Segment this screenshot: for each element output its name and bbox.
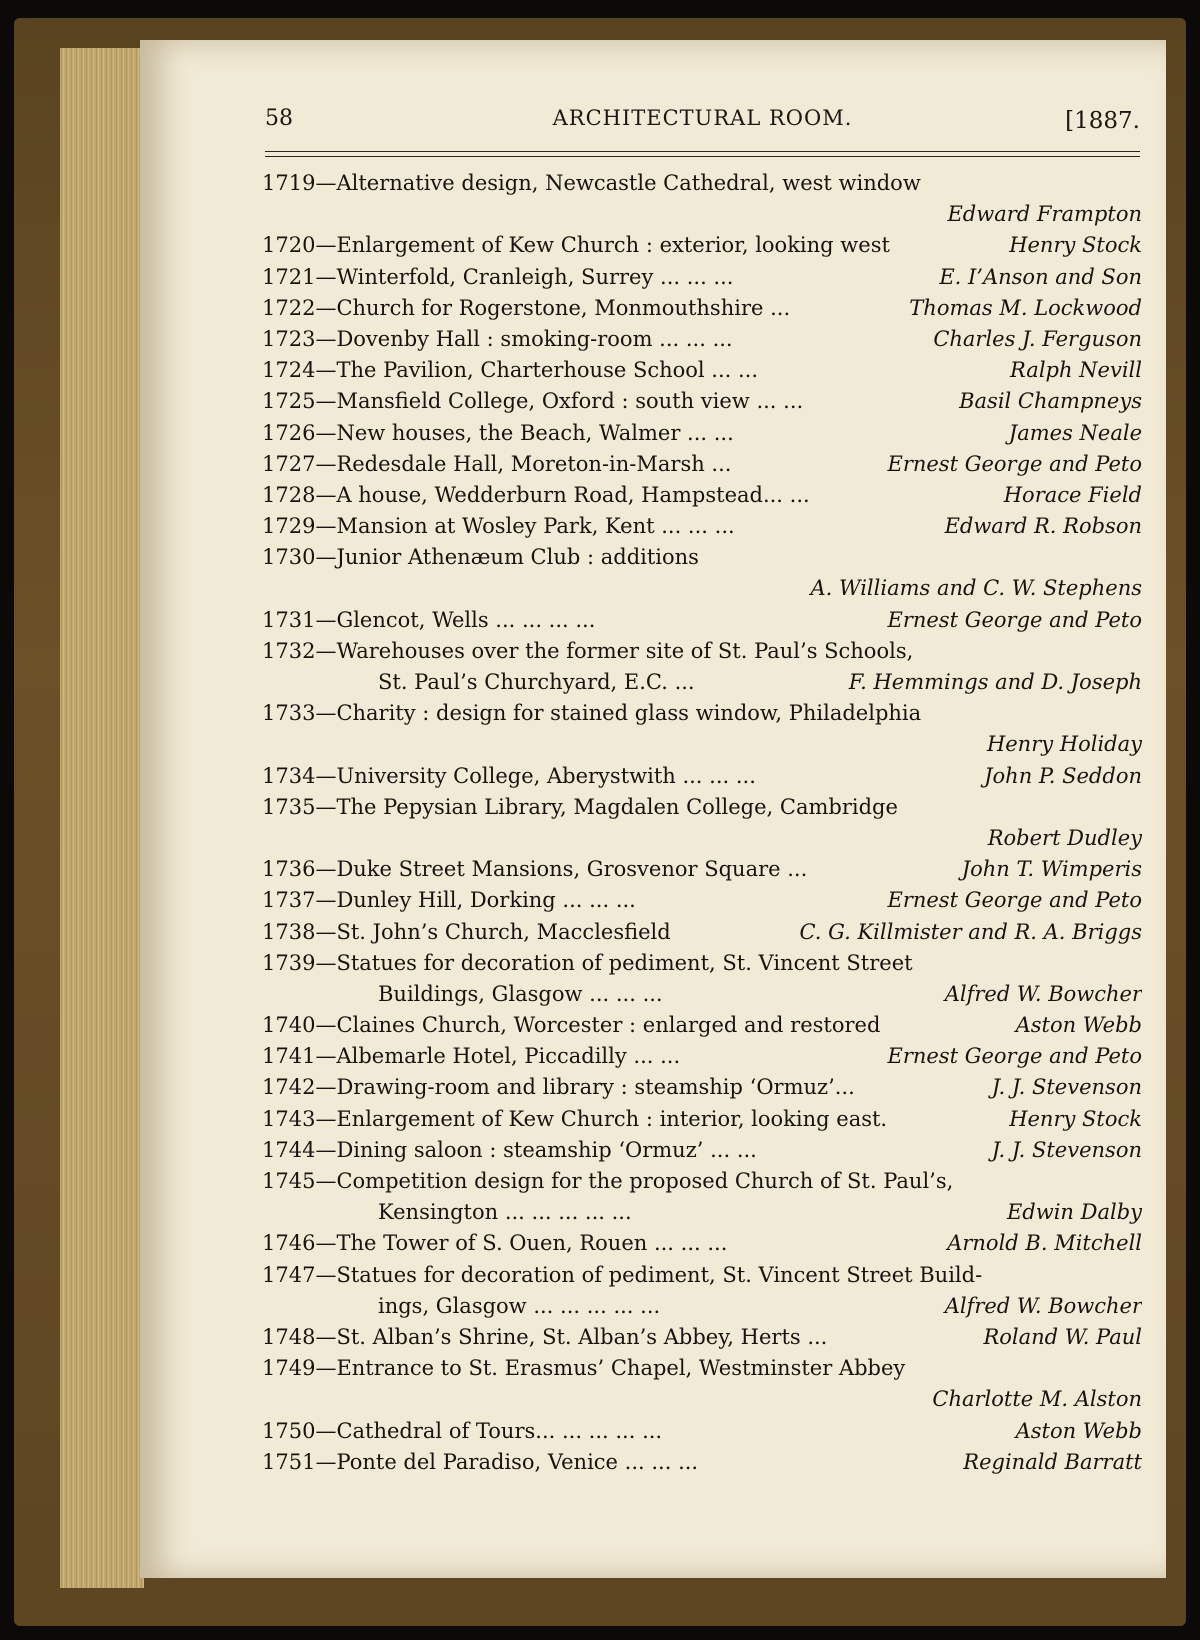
entry-title: [262, 1228, 1142, 1259]
entry-text: ings, Glasgow ... ... ... ... ...: [378, 1293, 661, 1318]
entry-text: 1733—Charity : design for stained glass window, Philadelphia: [262, 701, 922, 726]
catalogue-entry: [262, 1447, 1142, 1478]
entry-text: 1739—Statues for decoration of pediment, St. Vincent Street: [262, 950, 913, 975]
catalogue-entry: [262, 854, 1142, 885]
catalogue-entry: [262, 885, 1142, 916]
entry-text: 1723—Dovenby Hall : smoking-room ... ... ...: [262, 326, 733, 351]
entry-text: 1741—Albemarle Hotel, Piccadilly ... ...: [262, 1044, 681, 1069]
catalogue-entry: [262, 1228, 1142, 1259]
entry-title: [262, 1447, 1142, 1478]
architect-name: Ernest George and Peto: [879, 605, 1142, 636]
architect-name: Alfred W. Bowcher: [937, 1291, 1142, 1322]
catalogue-entry: [262, 449, 1142, 480]
entry-text: 1737—Dunley Hill, Dorking ... ... ...: [262, 888, 636, 913]
entry-title: [262, 262, 1142, 293]
entry-text: 1731—Glencot, Wells ... ... ... ...: [262, 607, 596, 632]
architect-name: Edward R. Robson: [937, 511, 1142, 542]
catalogue-entry: [262, 1010, 1142, 1041]
architect-name: Ernest George and Peto: [879, 449, 1142, 480]
entry-text: 1746—The Tower of S. Ouen, Rouen ... ... ...: [262, 1231, 728, 1256]
architect-name: Ralph Nevill: [1002, 355, 1142, 386]
entry-title: [262, 948, 1142, 979]
entry-text: 1745—Competition design for the proposed Church of St. Paul’s,: [262, 1169, 954, 1193]
entry-title: [262, 792, 1142, 823]
entry-text: 1729—Mansion at Wosley Park, Kent ... ... ...: [262, 514, 735, 539]
catalogue-entry: [262, 698, 1142, 760]
entry-title: [262, 761, 1142, 792]
entry-text: 1736—Duke Street Mansions, Grosvenor Square ...: [262, 857, 808, 882]
catalogue-entry: [262, 262, 1142, 293]
entry-text: 1744—Dining saloon : steamship ‘Ormuz’ ... ...: [262, 1137, 757, 1162]
entry-title: [262, 1041, 1142, 1072]
entry-text: 1734—University College, Aberystwith ... ... ...: [262, 763, 756, 788]
entry-text: 1721—Winterfold, Cranleigh, Surrey ... ... ...: [262, 264, 734, 289]
architect-name: Alfred W. Bowcher: [937, 979, 1142, 1010]
entry-text: 1750—Cathedral of Tours... ... ... ... ...: [262, 1418, 663, 1443]
entry-text: 1742—Drawing-room and library : steamship ‘Ormuz’...: [262, 1075, 855, 1100]
catalogue-entry: [262, 293, 1142, 324]
entry-title: [262, 1010, 1142, 1041]
header-rule-bottom: [265, 156, 1140, 157]
architect-name: Charles J. Ferguson: [925, 324, 1142, 355]
entry-title: [262, 854, 1142, 885]
architect-name: E. I’Anson and Son: [931, 262, 1142, 293]
entry-text: Kensington ... ... ... ... ...: [378, 1200, 632, 1225]
entry-text: 1719—Alternative design, Newcastle Cathedral, west window: [262, 171, 921, 195]
entry-title: [262, 1322, 1142, 1353]
architect-name: J. J. Stevenson: [984, 1135, 1142, 1166]
architect-name: Basil Champneys: [951, 386, 1142, 417]
entry-title: [262, 168, 1142, 199]
entry-text: 1726—New houses, the Beach, Walmer ... ...: [262, 420, 734, 445]
catalogue-entry: [262, 168, 1142, 230]
catalogue-entry: [262, 636, 1142, 698]
entry-text: 1747—Statues for decoration of pediment, St. Vincent Street Build-: [262, 1262, 983, 1287]
entry-title: [262, 1353, 1142, 1384]
architect-name: C. G. Killmister and R. A. Briggs: [791, 917, 1142, 948]
entry-title: [262, 418, 1142, 449]
architect-name: Henry Stock: [1001, 230, 1142, 261]
catalogue-entry: [262, 542, 1142, 604]
entry-title: [262, 917, 1142, 948]
entry-text: 1743—Enlargement of Kew Church : interior, looking east.: [262, 1106, 888, 1131]
architect-name: Reginald Barratt: [955, 1447, 1142, 1478]
entry-title: [262, 386, 1142, 417]
architect-name: Ernest George and Peto: [879, 885, 1142, 916]
entry-title: [262, 1260, 1142, 1291]
entry-title: [262, 480, 1142, 511]
entry-text: 1725—Mansfield College, Oxford : south view ... ...: [262, 389, 804, 414]
entry-text: 1735—The Pepysian Library, Magdalen College, Cambridge: [262, 794, 898, 819]
architect-name: Roland W. Paul: [975, 1322, 1142, 1353]
section-title: ARCHITECTURAL ROOM.: [552, 106, 853, 130]
entry-title: [262, 324, 1142, 355]
entry-title: [262, 230, 1142, 261]
architect-name: Robert Dudley: [987, 825, 1142, 850]
catalogue-entry: [262, 1135, 1142, 1166]
catalogue-entry: [262, 355, 1142, 386]
architect-name: J. J. Stevenson: [984, 1072, 1142, 1103]
entry-text: 1724—The Pavilion, Charterhouse School ... ...: [262, 358, 759, 383]
architect-name: Arnold B. Mitchell: [939, 1228, 1142, 1259]
architect-name: Ernest George and Peto: [879, 1041, 1142, 1072]
catalogue-entry: [262, 1072, 1142, 1103]
entry-title: [262, 1104, 1142, 1135]
entry-text: 1730—Junior Athenæum Club : additions: [262, 545, 699, 570]
entry-text: 1740—Claines Church, Worcester : enlarged and restored: [262, 1013, 881, 1038]
entry-title: [262, 449, 1142, 480]
entry-title-continuation: [262, 1291, 1142, 1322]
catalogue-entry: [262, 761, 1142, 792]
catalogue-entry: [262, 511, 1142, 542]
catalogue-entry: [262, 1322, 1142, 1353]
entry-title: [262, 1135, 1142, 1166]
entry-title-continuation: [262, 667, 1142, 698]
entry-title: [262, 542, 1142, 573]
entry-text: 1751—Ponte del Paradiso, Venice ... ... ...: [262, 1449, 699, 1474]
entry-title-continuation: [262, 1197, 1142, 1228]
entry-text: 1749—Entrance to St. Erasmus’ Chapel, Westminster Abbey: [262, 1356, 906, 1381]
entry-title: [262, 636, 1142, 667]
catalogue-entry: [262, 1260, 1142, 1322]
catalogue-entry: [262, 230, 1142, 261]
architect-name: Edwin Dalby: [999, 1197, 1142, 1228]
catalogue-entry: [262, 1166, 1142, 1228]
catalogue-entry: [262, 1041, 1142, 1072]
architect-name: John T. Wimperis: [954, 854, 1142, 885]
entry-title: [262, 293, 1142, 324]
entry-text: 1728—A house, Wedderburn Road, Hampstead... ...: [262, 482, 810, 507]
catalogue-entry: [262, 948, 1142, 1010]
catalogue-entry: [262, 1353, 1142, 1415]
entry-title: [262, 1416, 1142, 1447]
entry-title: [262, 511, 1142, 542]
entry-text: 1738—St. John’s Church, Macclesfield: [262, 919, 671, 944]
entry-text: 1722—Church for Rogerstone, Monmouthshire ...: [262, 295, 791, 320]
catalogue-entry: [262, 605, 1142, 636]
catalogue-entry: [262, 324, 1142, 355]
catalogue-entry: [262, 386, 1142, 417]
entry-title: [262, 885, 1142, 916]
entry-text: 1748—St. Alban’s Shrine, St. Alban’s Abbey, Herts ...: [262, 1324, 828, 1349]
running-header: [265, 104, 1140, 144]
architect-name: Henry Stock: [1001, 1104, 1142, 1135]
architect-name: Edward Frampton: [947, 202, 1142, 227]
catalogue-entry: [262, 480, 1142, 511]
catalogue-entry: [262, 418, 1142, 449]
architect-name: Aston Webb: [1008, 1010, 1142, 1041]
entry-text: 1727—Redesdale Hall, Moreton-in-Marsh ...: [262, 451, 732, 476]
entry-text: St. Paul’s Churchyard, E.C. ...: [378, 670, 695, 694]
architect-name: James Neale: [1001, 418, 1142, 449]
year-marker: [1887.: [1065, 108, 1140, 134]
entry-text: 1720—Enlargement of Kew Church : exterior, looking west: [262, 233, 890, 258]
entry-text: Buildings, Glasgow ... ... ...: [378, 981, 663, 1006]
catalogue-entry: [262, 917, 1142, 948]
entry-title: [262, 1166, 1142, 1197]
entry-title: [262, 355, 1142, 386]
page-edges: [60, 48, 144, 1588]
page-number: 58: [265, 106, 293, 131]
entry-title: [262, 1072, 1142, 1103]
entry-title-continuation: [262, 979, 1142, 1010]
architect-name: F. Hemmings and D. Joseph: [841, 667, 1142, 698]
catalogue-entries: [262, 168, 1142, 1478]
entry-title: [262, 698, 1142, 729]
catalogue-entry: [262, 1416, 1142, 1447]
entry-title: [262, 605, 1142, 636]
architect-name: Aston Webb: [1008, 1416, 1142, 1447]
architect-name: Thomas M. Lockwood: [901, 293, 1142, 324]
catalogue-entry: [262, 792, 1142, 854]
architect-name: Charlotte M. Alston: [932, 1387, 1142, 1412]
header-rule-top: [265, 151, 1140, 152]
architect-name: A. Williams and C. W. Stephens: [810, 576, 1142, 601]
architect-name: Horace Field: [996, 480, 1142, 511]
entry-text: 1732—Warehouses over the former site of St. Paul’s Schools,: [262, 638, 914, 663]
catalogue-entry: [262, 1104, 1142, 1135]
architect-name: Henry Holiday: [986, 732, 1142, 757]
architect-name: John P. Seddon: [976, 761, 1142, 792]
